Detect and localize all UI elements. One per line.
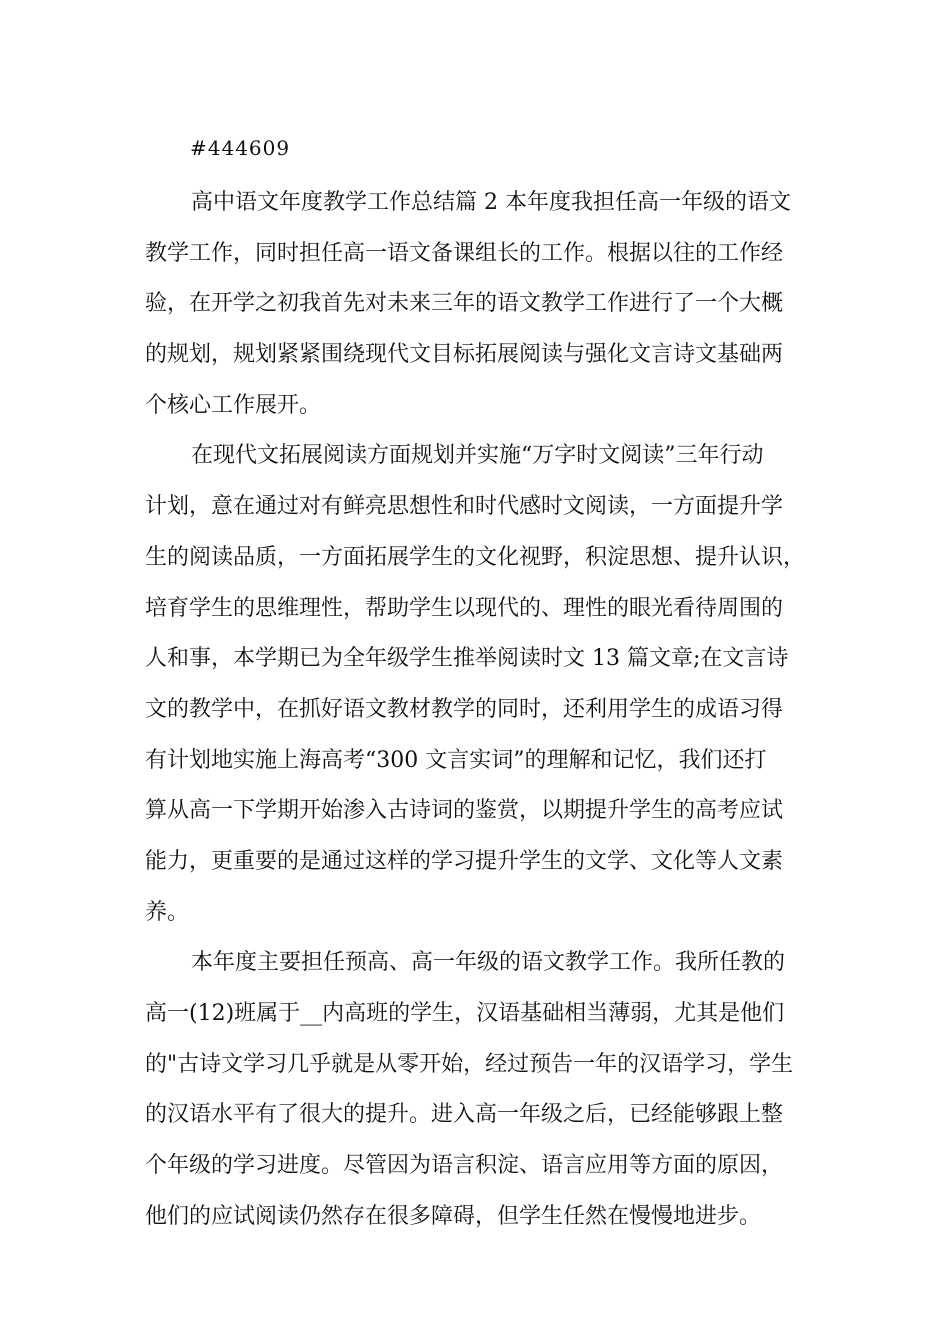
text-line: 高中语文年度教学工作总结篇 2 本年度我担任高一年级的语文 bbox=[191, 190, 791, 215]
text-line: 个核心工作展开。 bbox=[145, 392, 322, 418]
paragraph-3 bbox=[145, 938, 807, 1242]
text-line: 养。 bbox=[145, 899, 190, 925]
text-line: 培育学生的思维理性，帮助学生以现代的、理性的眼光看待周围的 bbox=[145, 595, 784, 621]
text-line: 人和事，本学期已为全年级学生推举阅读时文 13 篇文章;在文言诗 bbox=[145, 646, 789, 672]
text-line: 生的阅读品质，一方面拓展学生的文化视野，积淀思想、提升认识， bbox=[145, 544, 806, 570]
text-line: 算从高一下学期开始渗入古诗词的鉴赏，以期提升学生的高考应试 bbox=[145, 798, 784, 824]
text-line: 教学工作，同时担任高一语文备课组长的工作。根据以往的工作经 bbox=[145, 240, 784, 266]
text-line: 的"古诗文学习几乎就是从零开始，经过预告一年的汉语学习，学生 bbox=[145, 1051, 794, 1077]
text-line: 的规划，规划紧紧围绕现代文目标拓展阅读与强化文言诗文基础两 bbox=[145, 342, 784, 368]
text-line: 他们的应试阅读仍然存在很多障碍，但学生任然在慢慢地进步。 bbox=[145, 1203, 762, 1229]
paragraph-2 bbox=[145, 431, 807, 938]
text-line: 在现代文拓展阅读方面规划并实施“万字时文阅读”三年行动 bbox=[191, 443, 764, 469]
document-id: #444609 bbox=[190, 136, 291, 160]
text-line: 高一(12)班属于__内高班的学生，汉语基础相当薄弱，尤其是他们 bbox=[145, 1001, 785, 1026]
text-line: 的汉语水平有了很大的提升。进入高一年级之后，已经能够跟上整 bbox=[145, 1102, 784, 1128]
text-line: 有计划地实施上海高考“300 文言实词”的理解和记忆，我们还打 bbox=[145, 747, 767, 773]
text-line: 个年级的学习进度。尽管因为语言积淀、语言应用等方面的原因， bbox=[145, 1153, 784, 1179]
text-line: 文的教学中，在抓好语文教材教学的同时，还利用学生的成语习得 bbox=[145, 696, 784, 722]
paragraph-1 bbox=[145, 178, 807, 431]
document-body bbox=[145, 178, 807, 1242]
text-line: 本年度主要担任预高、高一年级的语文教学工作。我所任教的 bbox=[191, 950, 786, 976]
text-line: 验，在开学之初我首先对未来三年的语文教学工作进行了一个大概 bbox=[145, 291, 784, 317]
text-line: 能力，更重要的是通过这样的学习提升学生的文学、文化等人文素 bbox=[145, 848, 784, 874]
text-line: 计划，意在通过对有鲜亮思想性和时代感时文阅读，一方面提升学 bbox=[145, 494, 784, 520]
